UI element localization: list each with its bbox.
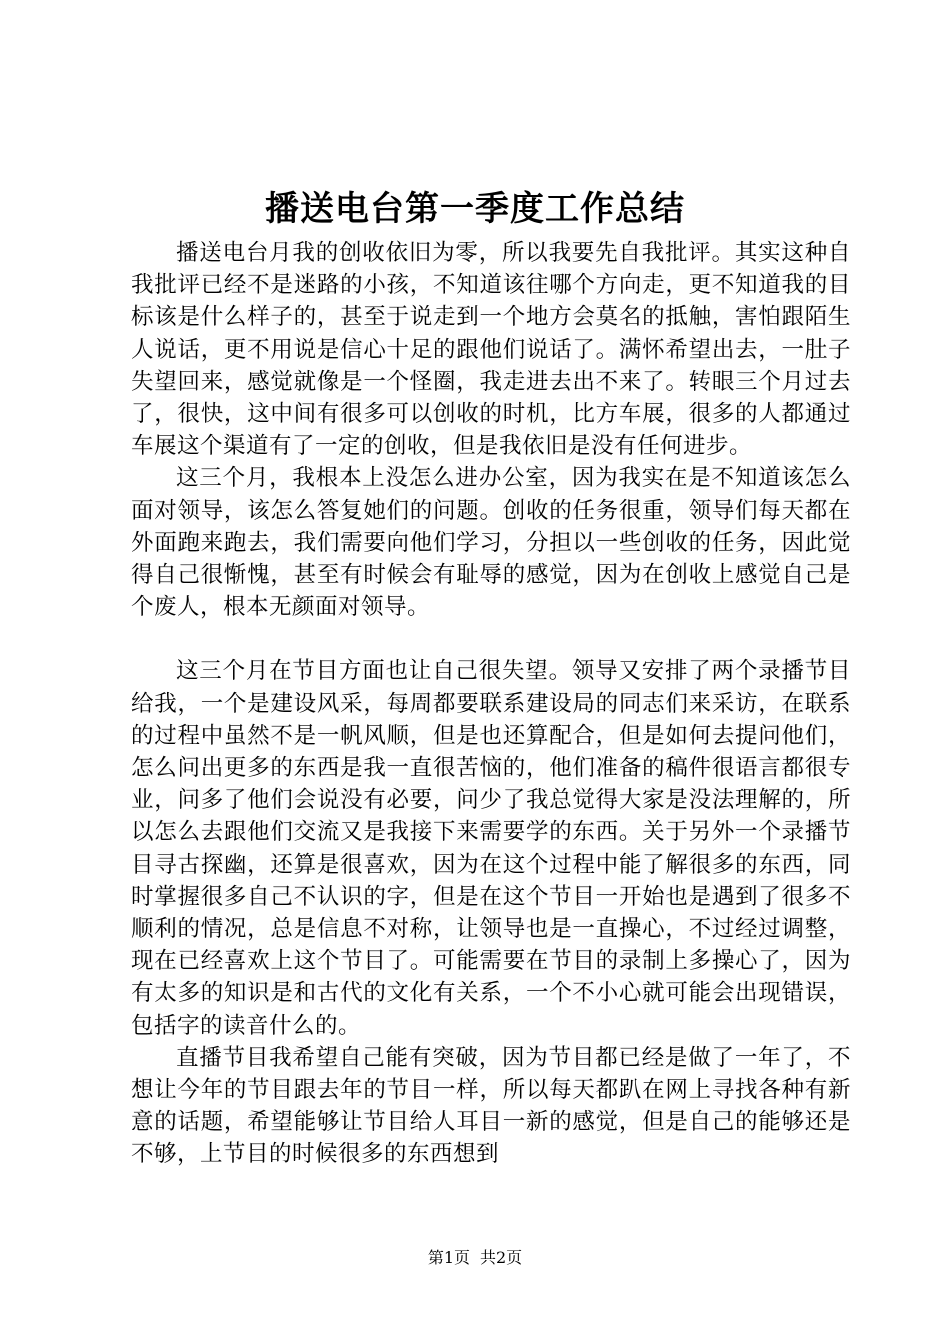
page-number-current: 第1页 bbox=[427, 1248, 470, 1267]
paragraph-4: 直播节目我希望自己能有突破，因为节目都已经是做了一年了，不想让今年的节目跟去年的节目一样，所以每天都趴在网上寻找各种有新意的话题，希望能够让节目给人耳目一新的感觉，但是自己的能够还是不够，上节目的时候很多的东西想到 bbox=[131, 1044, 851, 1168]
paragraph-2: 这三个月，我根本上没怎么进办公室，因为我实在是不知道该怎么面对领导，该怎么答复她们的问题。创收的任务很重，领导们每天都在外面跑来跑去，我们需要向他们学习，分担以一些创收的任务，因此觉得自己很惭愧，甚至有时候会有耻辱的感觉，因为在创收上感觉自己是个废人，根本无颜面对领导。 bbox=[131, 465, 851, 621]
page-footer bbox=[0, 1247, 950, 1269]
page-number-total: 共2页 bbox=[480, 1248, 523, 1267]
paragraph-1: 播送电台月我的创收依旧为零，所以我要先自我批评。其实这种自我批评已经不是迷路的小孩，不知道该往哪个方向走，更不知道我的目标该是什么样子的，甚至于说走到一个地方会莫名的抵触，害怕跟陌生人说话，更不用说是信心十足的跟他们说话了。满怀希望出去，一肚子失望回来，感觉就像是一个怪圈，我走进去出不来了。转眼三个月过去了，很快，这中间有很多可以创收的时机，比方车展，很多的人都通过车展这个渠道有了一定的创收，但是我依旧是没有任何进步。 bbox=[131, 240, 851, 460]
document-body bbox=[131, 237, 851, 1171]
paragraph-3: 这三个月在节目方面也让自己很失望。领导又安排了两个录播节目给我，一个是建设风采，每周都要联系建设局的同志们来采访，在联系的过程中虽然不是一帆风顺，但是也还算配合，但是如何去提问他们，怎么问出更多的东西是我一直很苦恼的，他们准备的稿件很语言都很专业，问多了他们会说没有必要，问少了我总觉得大家是没法理解的，所以怎么去跟他们交流又是我接下来需要学的东西。关于另外一个录播节目寻古探幽，还算是很喜欢，因为在这个过程中能了解很多的东西，同时掌握很多自己不认识的字，但是在这个节目一开始也是遇到了很多不顺利的情况，总是信息不对称，让领导也是一直操心，不过经过调整，现在已经喜欢上这个节目了。可能需要在节目的录制上多操心了，因为有太多的知识是和古代的文化有关系，一个不小心就可能会出现错误，包括字的读音什么的。 bbox=[131, 658, 851, 1039]
document-title: 播送电台第一季度工作总结 bbox=[265, 189, 685, 229]
